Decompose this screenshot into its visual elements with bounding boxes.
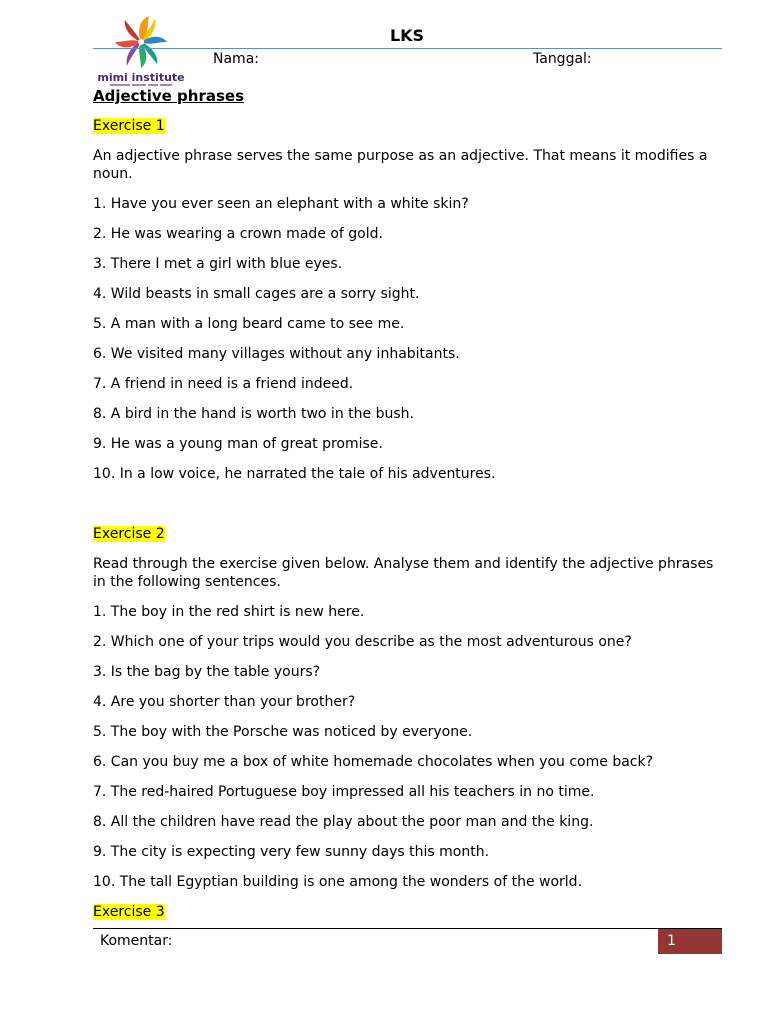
exercise-1-heading-text: Exercise 1 — [93, 118, 165, 134]
logo-name: mimi institute — [97, 71, 185, 84]
exercise-1-item: 6. We visited many villages without any inhabitants. — [93, 346, 460, 362]
exercise-2-item: 10. The tall Egyptian building is one among the wonders of the world. — [93, 874, 583, 890]
page-number: 1 — [667, 933, 676, 949]
exercise-1-item: 1. Have you ever seen an elephant with a white skin? — [93, 196, 469, 212]
exercise-2-item: 9. The city is expecting very few sunny days this month. — [93, 844, 490, 860]
exercise-2-item: 4. Are you shorter than your brother? — [93, 694, 356, 710]
nama-label: Nama: — [213, 51, 259, 67]
exercise-2-item: 2. Which one of your trips would you describe as the most adventurous one? — [93, 634, 632, 650]
header-divider — [93, 48, 722, 49]
exercise-2-heading-text: Exercise 2 — [93, 526, 165, 542]
exercise-2-item: 5. The boy with the Porsche was noticed by everyone. — [93, 724, 473, 740]
page-title: LKS — [389, 26, 425, 45]
exercise-1-heading — [93, 117, 723, 135]
exercise-2-intro: Read through the exercise given below. Analyse them and identify the adjective phrases in the following sentences. — [93, 556, 714, 590]
footer-divider — [93, 928, 722, 929]
exercise-1-item: 5. A man with a long beard came to see me. — [93, 316, 405, 332]
exercise-2-item: 6. Can you buy me a box of white homemade chocolates when you come back? — [93, 754, 654, 770]
exercise-1-item: 4. Wild beasts in small cages are a sorry sight. — [93, 286, 420, 302]
exercise-3-heading-text: Exercise 3 — [93, 904, 165, 920]
exercise-1-intro: An adjective phrase serves the same purpose as an adjective. That means it modifies a noun. — [93, 148, 708, 182]
exercise-3-heading — [93, 903, 723, 921]
document-title: Adjective phrases — [93, 87, 245, 105]
exercise-1-item: 3. There I met a girl with blue eyes. — [93, 256, 343, 272]
exercise-1-item: 9. He was a young man of great promise. — [93, 436, 383, 452]
exercise-2-item: 3. Is the bag by the table yours? — [93, 664, 321, 680]
exercise-1-item: 7. A friend in need is a friend indeed. — [93, 376, 354, 392]
section-spacer — [93, 495, 723, 525]
tanggal-label: Tanggal: — [533, 51, 592, 67]
document-body — [93, 86, 723, 933]
exercise-2-item: 8. All the children have read the play about the poor man and the king. — [93, 814, 594, 830]
exercise-2-heading — [93, 525, 723, 543]
exercise-2-item: 1. The boy in the red shirt is new here. — [93, 604, 365, 620]
exercise-1-item: 8. A bird in the hand is worth two in the bush. — [93, 406, 414, 422]
page-number-badge — [658, 929, 722, 954]
exercise-2-item: 7. The red-haired Portuguese boy impressed all his teachers in no time. — [93, 784, 595, 800]
exercise-1-item: 10. In a low voice, he narrated the tale of his adventures. — [93, 466, 496, 482]
komentar-label: Komentar: — [100, 933, 173, 949]
exercise-1-item: 2. He was wearing a crown made of gold. — [93, 226, 383, 242]
